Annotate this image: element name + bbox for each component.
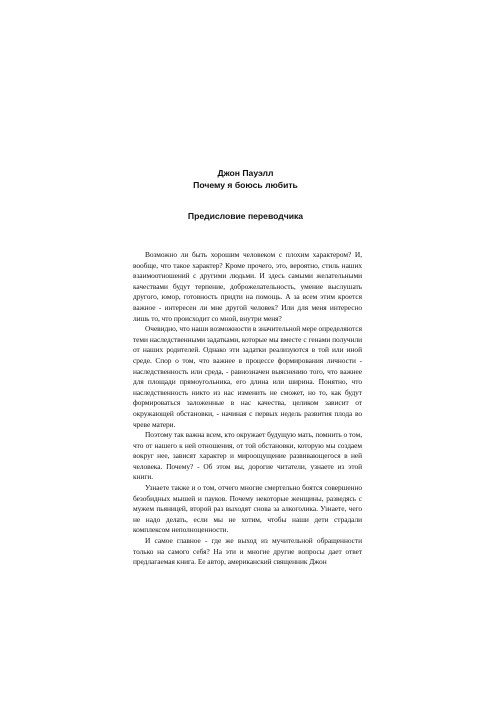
body-text (133, 250, 362, 568)
paragraph: Очевидно, что наши возможности в значительной мере определяются теми наследственными задатками, которые мы вместе с генами получили от наших родителей. Однако эти задатки реализуются в той или иной среде. Спор о том, что важнее в процессе формирования личности - наследственность или среда, - равнозначен выяснению того, что важнее для площади прямоугольника, его длина или ширина. Понятно, что наследственность никто из нас изменить не сможет, но то, как будут формироваться заложенные в нас качества, целиком зависит от окружающей обстановки, - начиная с первых недель развития плода во чреве матери. (133, 324, 362, 429)
paragraph: Узнаете также и о том, отчего многие смертельно боятся совершенно безобидных мышей и пауков. Почему некоторые женщины, разведясь с мужем пьяницей, второй раз выходят снова за алкоголика. Узнаете, чего не надо делать, если мы не хотим, чтобы наши дети страдали комплексом неполноценности. (133, 483, 362, 535)
author-name: Джон Пауэлл (217, 168, 274, 178)
section-title: Предисловие переводчика (187, 211, 304, 221)
paragraph: И самое главное - где же выход из мучительной обращенности только на самого себя? На эти и многие другие вопросы дает ответ предлагаемая книга. Ее автор, американский священник Джон (133, 536, 362, 567)
book-title: Почему я боюсь любить (193, 180, 298, 190)
paragraph: Поэтому так важна всем, кто окружает будущую мать, помнить о том, что от нашего к ней отношения, от той обстановки, которую мы создаем вокруг нее, зависят характер и мироощущение развивающегося в ней человека. Почему? - Об этом вы, дорогие читатели, узнаете из этой книги. (133, 430, 362, 482)
paragraph: Возможно ли быть хорошим человеком с плохим характером? И, вообще, что такое характер? Кроме прочего, это, вероятно, стиль наших взаимоотношений с другими людьми. И здесь самыми желательными качествами будут терпение, доброжелательность, умение выслушать другого, юмор, готовность придти на помощь. А за всем этим кроется важное - интересен ли мне другой человек? Или для меня интересно лишь то, что происходит со мной, внутри меня? (133, 250, 362, 323)
